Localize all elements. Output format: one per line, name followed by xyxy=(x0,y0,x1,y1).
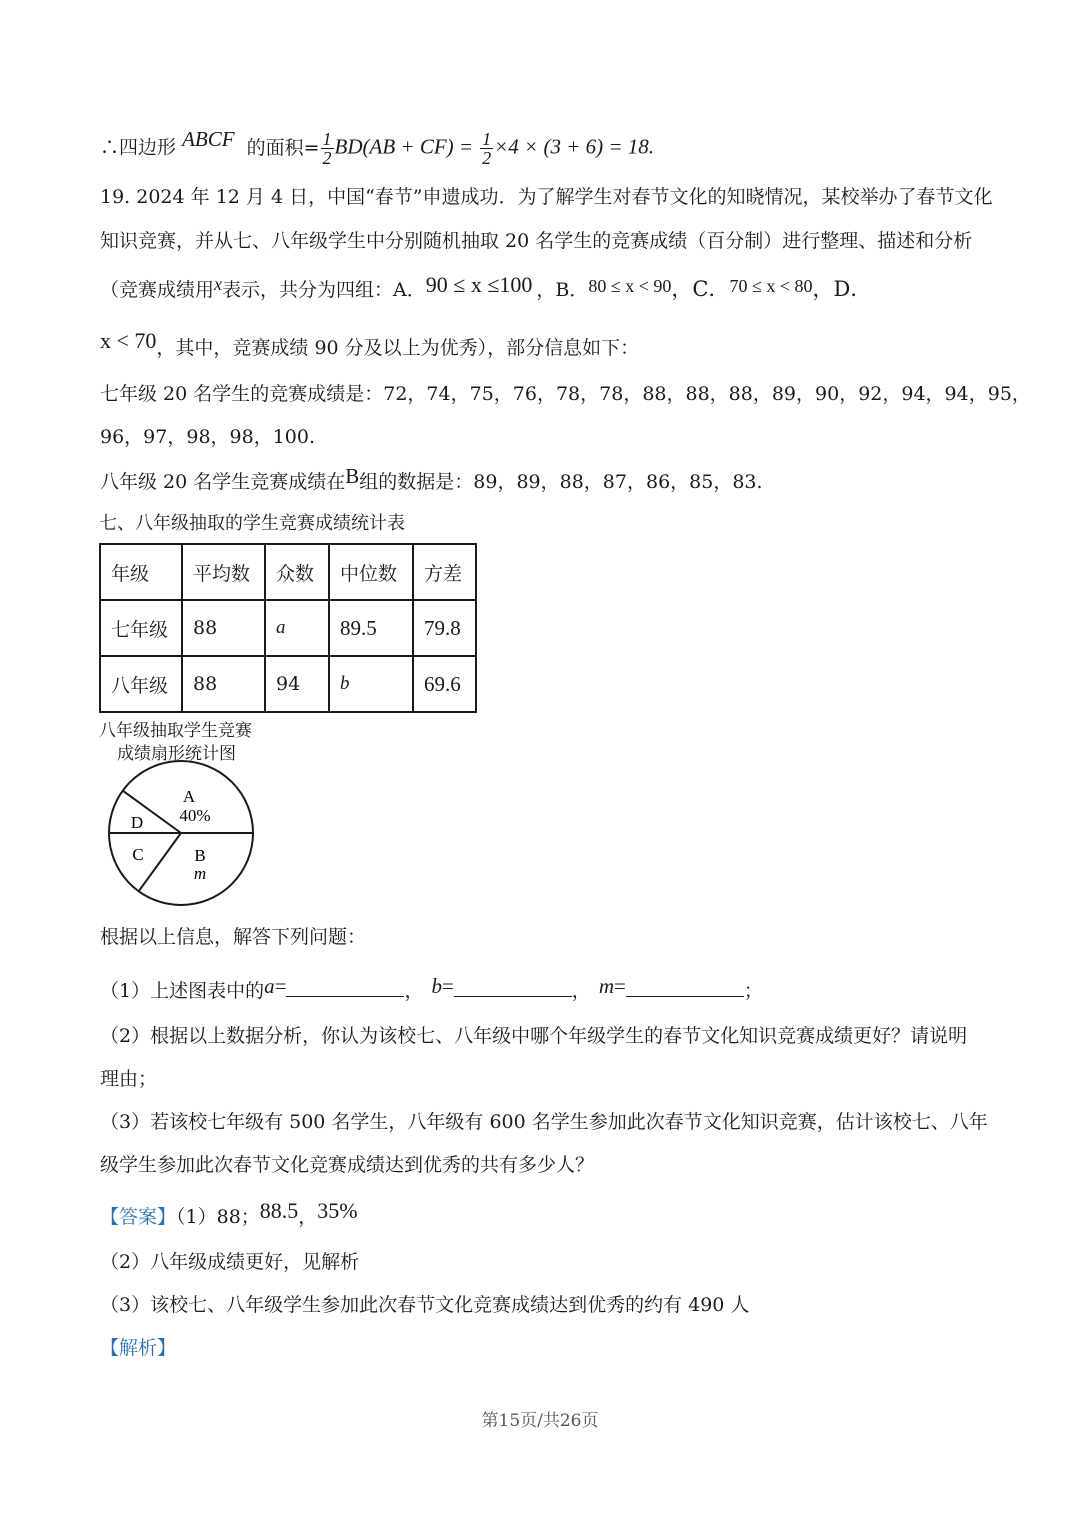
pie-label-b-value: m xyxy=(193,864,207,883)
area-text: 的面积= xyxy=(246,136,320,159)
pie-label-b: B xyxy=(194,846,206,865)
header-grade: 年级 xyxy=(100,544,182,600)
pie-label-d: D xyxy=(130,813,144,832)
group-c-range: 70 ≤ x < 80 xyxy=(729,276,813,296)
area-conclusion xyxy=(100,126,655,168)
cell-variance: 79.8 xyxy=(413,600,476,656)
fraction-half-2: $\frac{1}{2}$ xyxy=(482,129,492,168)
cell-grade: 八年级 xyxy=(100,656,182,712)
table-row xyxy=(100,656,476,712)
pie-caption-2: 成绩扇形统计图 xyxy=(117,744,236,764)
prompt-q1: （1）上述图表中的a= ， b= ， m= ； xyxy=(100,974,763,1002)
prompt-intro: 根据以上信息，解答下列问题： xyxy=(100,926,367,948)
group-d-range: x < 70 xyxy=(100,328,157,353)
answer-m: 35% xyxy=(317,1198,358,1223)
cell-mean: 88 xyxy=(182,600,265,656)
cell-median: b xyxy=(329,656,413,712)
answer-line-3: （3）该校七、八年级学生参加此次春节文化竞赛成绩达到优秀的约有 490 人 xyxy=(100,1294,750,1316)
table-header-row xyxy=(100,544,476,600)
header-variance: 方差 xyxy=(413,544,476,600)
prompt-q3-2: 级学生参加此次春节文化竞赛成绩达到优秀的共有多少人？ xyxy=(100,1154,595,1176)
group-c-label: ，C． xyxy=(671,277,730,301)
q1-var-a: a xyxy=(264,974,275,998)
group-b-range: 80 ≤ x < 90 xyxy=(588,276,672,296)
q1-blank-b[interactable] xyxy=(454,976,572,997)
cell-mode: a xyxy=(265,600,329,656)
pie-pct-a: 40% xyxy=(179,806,211,825)
cell-mode: 94 xyxy=(265,656,329,712)
header-median: 中位数 xyxy=(329,544,413,600)
area-result: ×4 × (3 + 6) = 18. xyxy=(494,134,655,159)
group-a-label: A． xyxy=(393,279,426,301)
question-line-1: 19. 2024 年 12 月 4 日，中国“春节”申遗成功．为了解学生对春节文化的知晓情况，某校举办了春节文化 xyxy=(100,186,993,208)
fraction-half: $\frac{1}{2}$ xyxy=(322,129,332,168)
answer-line-2: （2）八年级成绩更好，见解析 xyxy=(100,1251,360,1273)
prompt-q2-1: （2）根据以上数据分析，你认为该校七、八年级中哪个年级学生的春节文化知识竞赛成绩更好？请说明 xyxy=(100,1025,968,1047)
group-b-ref: B xyxy=(345,464,360,488)
q1-var-m: m xyxy=(598,974,614,998)
group-b-label: ，B． xyxy=(536,279,589,301)
therefore-prefix: ∴四边形 xyxy=(100,136,177,159)
question-line-3: （竞赛成绩用x表示，共分为四组：A．90 ≤ x ≤100 ，B．80 ≤ x < 90，C．70 ≤ x < 80，D． xyxy=(100,272,872,301)
pie-chart xyxy=(100,758,260,908)
prompt-q2-2: 理由； xyxy=(100,1068,158,1090)
grade7-scores-2: 96，97，98，98，100. xyxy=(100,426,316,448)
table-row xyxy=(100,600,476,656)
area-expression: BD(AB + CF) = xyxy=(334,134,474,159)
question-line-2: 知识竞赛，并从七、八年级学生中分别随机抽取 20 名学生的竞赛成绩（百分制）进行整理、描述和分析 xyxy=(100,230,973,252)
grade7-scores-1: 七年级 20 名学生的竞赛成绩是：72，74，75，76，78，78，88，88，88，89，90，92，94，94，95， xyxy=(100,383,1031,405)
stats-table xyxy=(99,543,477,713)
header-mean: 平均数 xyxy=(182,544,265,600)
pie-label-a: A xyxy=(182,787,196,806)
pie-label-c: C xyxy=(132,845,144,864)
pie-caption-1: 八年级抽取学生竞赛 xyxy=(99,721,252,741)
grade8-b-scores: 八年级 20 名学生竞赛成绩在B组的数据是：89，89，88，87，86，85，83. xyxy=(100,464,763,493)
page-number: 第15页/共26页 xyxy=(481,1411,599,1431)
pie-slice-boundary xyxy=(139,833,181,891)
var-x: x xyxy=(214,274,223,294)
header-mode: 众数 xyxy=(265,544,329,600)
q1-blank-a[interactable] xyxy=(286,976,404,997)
q1-blank-m[interactable] xyxy=(626,976,744,997)
prompt-q3-1: （3）若该校七年级有 500 名学生，八年级有 600 名学生参加此次春节文化知识竞赛，估计该校七、八年 xyxy=(100,1111,988,1133)
group-d-label: ，D． xyxy=(812,277,872,301)
shape-name: ABCF xyxy=(182,126,235,151)
cell-variance: 69.6 xyxy=(413,656,476,712)
cell-grade: 七年级 xyxy=(100,600,182,656)
analysis-tag: 【解析】 xyxy=(100,1337,177,1359)
table-caption: 七、八年级抽取的学生竞赛成绩统计表 xyxy=(99,513,405,534)
group-a-range: 90 ≤ x ≤100 xyxy=(425,272,533,297)
question-line-4: x < 70，其中，竞赛成绩 90 分及以上为优秀），部分信息如下： xyxy=(100,328,640,359)
answer-line-1: 【答案】（1）88；88.5，35% xyxy=(100,1198,358,1228)
cell-median: 89.5 xyxy=(329,600,413,656)
answer-tag: 【答案】 xyxy=(100,1206,177,1228)
cell-mean: 88 xyxy=(182,656,265,712)
answer-b: 88.5 xyxy=(259,1198,299,1223)
q1-var-b: b xyxy=(431,974,442,998)
